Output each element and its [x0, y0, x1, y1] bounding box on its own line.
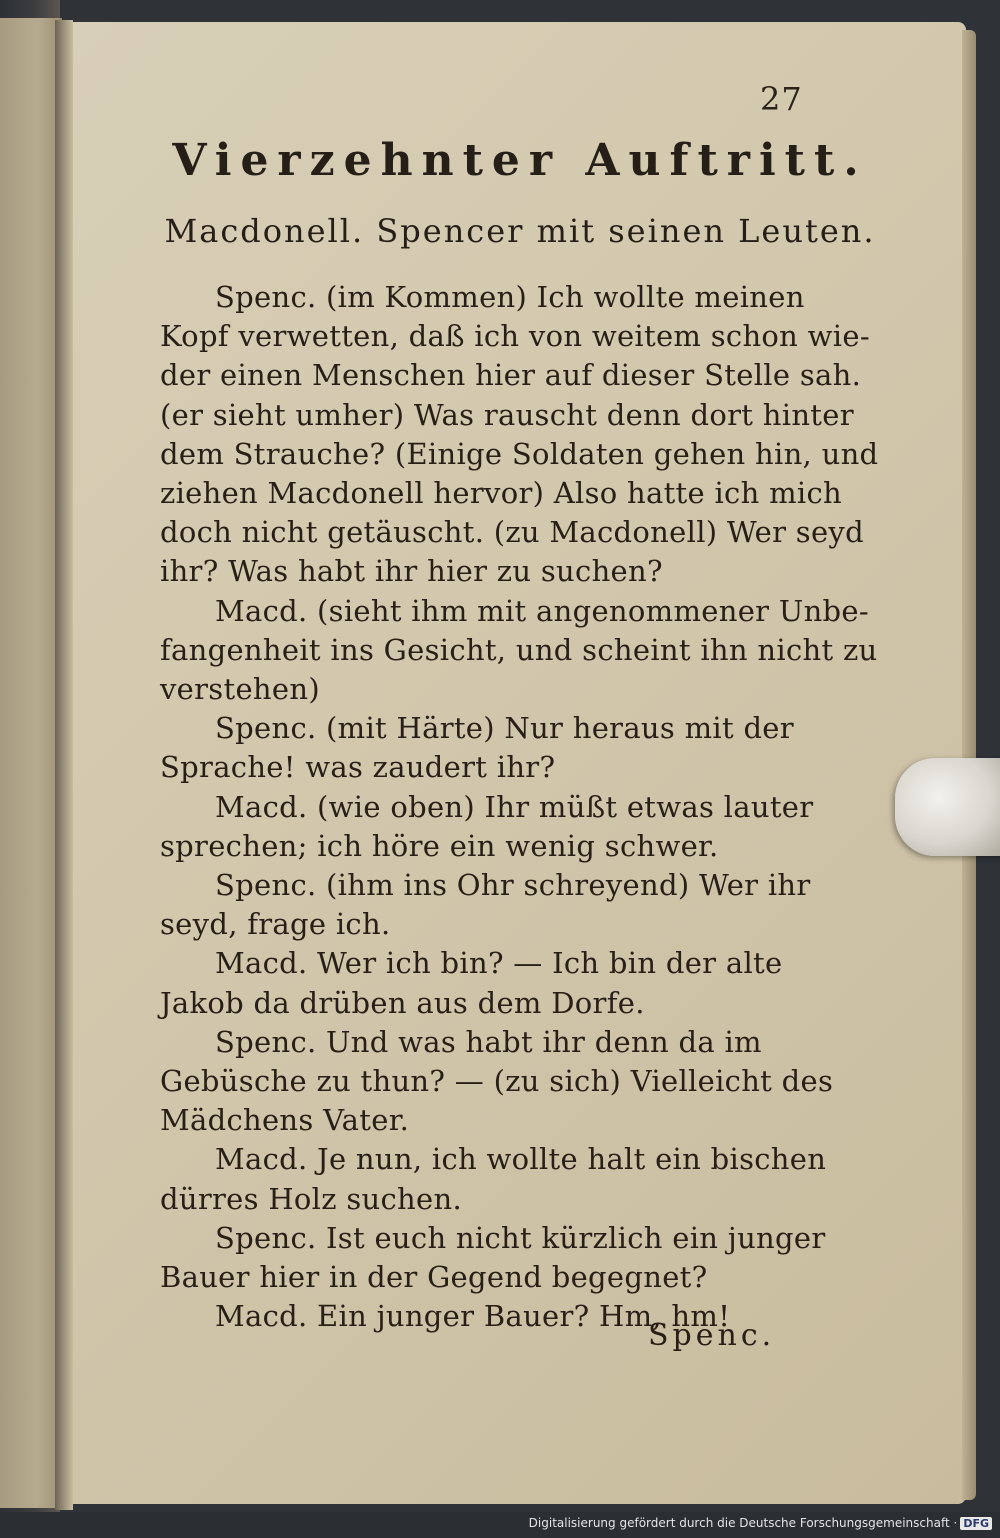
- text-line: ziehen Macdonell hervor) Also hatte ich mich: [160, 476, 842, 510]
- text-line: Spenc. (ihm ins Ohr schreyend) Wer ihr: [215, 868, 811, 902]
- previous-page-edge: [0, 18, 62, 1508]
- text-line: Macd. Wer ich bin? — Ich bin der alte: [215, 946, 783, 981]
- text-line: Spenc. (im Kommen) Ich wollte meinen: [215, 280, 805, 314]
- text-line: Kopf verwetten, daß ich von weitem schon wie-: [160, 319, 870, 354]
- text-line: Spenc. Ist euch nicht kürzlich ein junger: [215, 1220, 826, 1255]
- text-line: verstehen): [160, 672, 320, 706]
- text-line: Macd. (wie oben) Ihr müßt etwas lauter: [215, 789, 814, 824]
- text-line: fangenheit ins Gesicht, und scheint ihn nicht zu: [160, 632, 878, 667]
- dfg-logo: DFG: [960, 1517, 992, 1530]
- text-line: doch nicht getäuscht. (zu Macdonell) Wer seyd: [160, 515, 864, 550]
- text-line: Macd. Je nun, ich wollte halt ein bischen: [215, 1142, 827, 1177]
- text-line: Mädchens Vater.: [160, 1103, 410, 1138]
- text-line: Sprache! was zaudert ihr?: [160, 750, 556, 785]
- catchword: Spenc.: [648, 1318, 776, 1353]
- text-line: der einen Menschen hier auf dieser Stelle sah.: [160, 358, 862, 393]
- scene-characters: Macdonell. Spencer mit seinen Leuten.: [164, 212, 876, 250]
- book-gutter: [55, 20, 73, 1510]
- text-line: ihr? Was habt ihr hier zu suchen?: [160, 554, 663, 589]
- page-number: 27: [760, 80, 803, 118]
- text-line: Spenc. (mit Härte) Nur heraus mit der: [215, 711, 794, 746]
- text-line: Spenc. Und was habt ihr denn da im: [215, 1024, 762, 1059]
- text-line: Macd. (sieht ihm mit angenommener Unbe-: [215, 593, 869, 628]
- text-line: Jakob da drüben aus dem Dorfe.: [160, 985, 645, 1020]
- text-line: sprechen; ich höre ein wenig schwer.: [160, 828, 719, 863]
- text-line: dem Strauche? (Einige Soldaten gehen hin, und: [160, 436, 879, 471]
- text-line: dürres Holz suchen.: [160, 1181, 462, 1216]
- scene-heading: Vierzehnter Auftritt.: [172, 135, 868, 186]
- text-line: Bauer hier in der Gegend begegnet?: [160, 1260, 708, 1294]
- page-turn-tab[interactable]: [895, 758, 1000, 856]
- credit-text: Digitalisierung gefördert durch die Deutsche Forschungsgemeinschaft ·: [528, 1516, 958, 1530]
- text-line: Gebüsche zu thun? — (zu sich) Vielleicht des: [160, 1064, 834, 1098]
- text-line: Macd. Ein junger Bauer? Hm, hm!: [215, 1299, 731, 1334]
- text-line: (er sieht umher) Was rauscht denn dort hinter: [160, 397, 854, 432]
- text-line: seyd, frage ich.: [160, 907, 391, 942]
- digitization-credit: [529, 1516, 992, 1530]
